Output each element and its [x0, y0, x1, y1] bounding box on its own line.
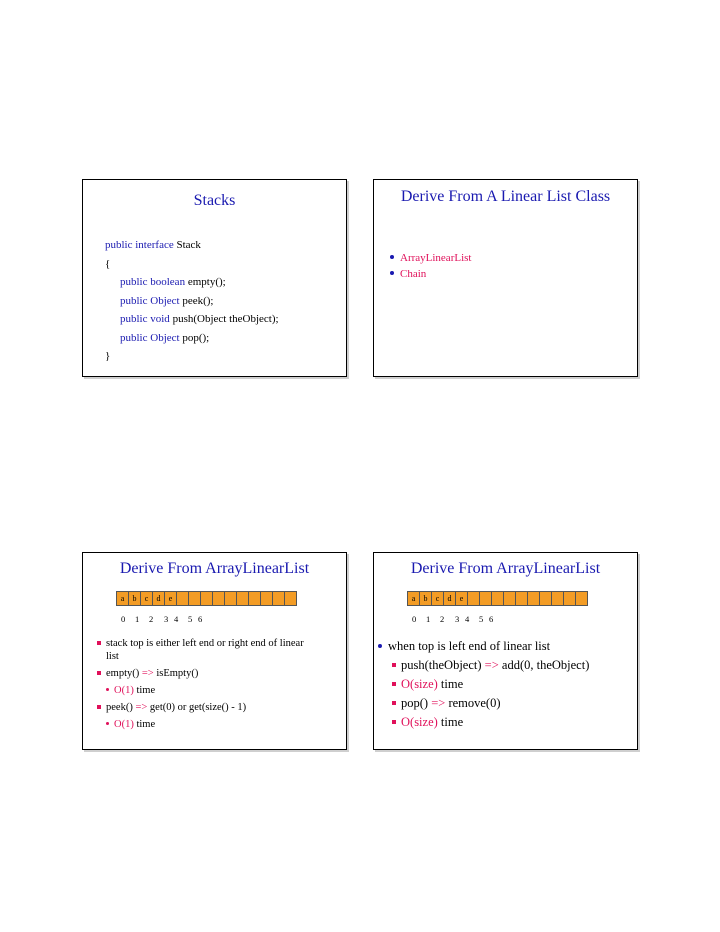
list-item: empty() => isEmpty() [97, 667, 304, 680]
array-cell: c [431, 591, 444, 606]
slide-stacks [82, 179, 347, 377]
index-label: 1 [426, 614, 431, 624]
index-label: 6 [198, 614, 203, 624]
list-item: pop() => remove(0) [378, 696, 589, 711]
bullet-icon [392, 701, 396, 705]
slide-title: Derive From ArrayLinearList [410, 560, 601, 577]
code-line: } [105, 350, 111, 362]
index-label: 3 [455, 614, 460, 624]
index-label: 0 [121, 614, 126, 624]
sub-bullet-icon [106, 688, 109, 691]
list-item: Chain [390, 268, 471, 280]
list-item: peek() => get(0) or get(size() - 1) [97, 701, 304, 714]
slide-title: Derive From ArrayLinearList [119, 560, 310, 577]
list-item: ArrayLinearList [390, 252, 471, 264]
index-label: 4 [465, 614, 470, 624]
list-item: O(size) time [378, 677, 589, 692]
array-cell: d [152, 591, 165, 606]
bullet-icon [392, 682, 396, 686]
bullet-list [378, 639, 589, 730]
array-cell: a [116, 591, 129, 606]
bullet-list [97, 637, 304, 731]
list-item: push(theObject) => add(0, theObject) [378, 658, 589, 673]
array-cell: e [455, 591, 468, 606]
list-item: when top is left end of linear list [378, 639, 589, 654]
bullet-icon [97, 641, 101, 645]
index-label: 6 [489, 614, 494, 624]
array-cell: d [443, 591, 456, 606]
array-cell: b [419, 591, 432, 606]
bullet-icon [97, 671, 101, 675]
code-block [105, 236, 279, 366]
array-cell: e [164, 591, 177, 606]
list-item: stack top is either left end or right end of linear [97, 637, 304, 650]
slide-title: Stacks [193, 192, 236, 209]
bullet-icon [392, 663, 396, 667]
code-line: public Object peek(); [120, 294, 214, 307]
bullet-icon [378, 644, 382, 648]
array-cell: c [140, 591, 153, 606]
index-label: 5 [188, 614, 193, 624]
index-label: 5 [479, 614, 484, 624]
slide-derive-linear-list [373, 179, 638, 377]
bullet-icon [97, 705, 101, 709]
bullet-list [390, 252, 471, 280]
array-diagram [117, 591, 297, 606]
code-line: { [105, 257, 111, 270]
index-label: 1 [135, 614, 140, 624]
list-item: O(1) time [97, 718, 304, 731]
list-item: O(1) time [97, 684, 304, 697]
bullet-icon [390, 271, 394, 275]
slide-derive-arraylinearlist-2 [373, 552, 638, 750]
code-line: public Object pop(); [120, 331, 210, 344]
array-cell: a [407, 591, 420, 606]
list-item: list [106, 651, 119, 662]
array-cell [575, 591, 588, 606]
slide-title: Derive From A Linear List Class [400, 188, 611, 205]
sub-bullet-icon [106, 722, 109, 725]
array-cell: b [128, 591, 141, 606]
bullet-icon [392, 720, 396, 724]
index-label: 2 [149, 614, 154, 624]
bullet-icon [390, 255, 394, 259]
index-label: 2 [440, 614, 445, 624]
array-cell [284, 591, 297, 606]
code-line: public boolean empty(); [120, 276, 226, 288]
array-diagram [408, 591, 588, 606]
code-line: public interface Stack [105, 239, 201, 251]
list-item: O(size) time [378, 715, 589, 730]
index-label: 4 [174, 614, 179, 624]
index-label: 0 [412, 614, 417, 624]
slide-derive-arraylinearlist-1 [82, 552, 347, 750]
index-label: 3 [164, 614, 169, 624]
code-line: public void push(Object theObject); [120, 313, 279, 325]
